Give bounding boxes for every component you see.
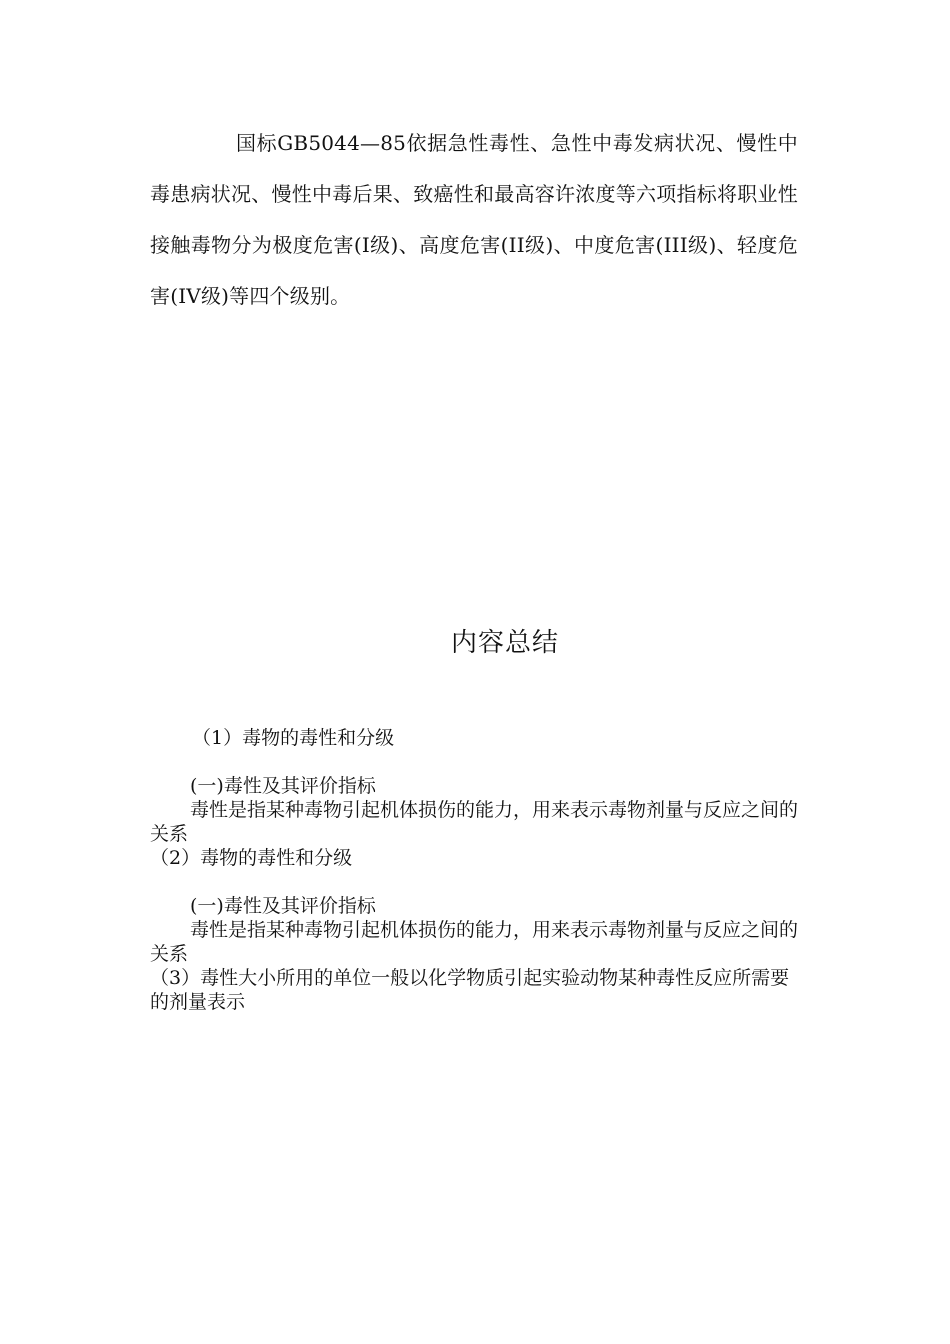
summary-item-2-heading: （2）毒物的毒性和分级 [150, 847, 353, 869]
summary-item-1-subheading: (一)毒性及其评价指标 [190, 775, 376, 797]
summary-section [150, 726, 798, 1014]
blank-line [150, 750, 798, 774]
summary-title: 内容总结 [450, 628, 559, 658]
summary-item-2-subheading: (一)毒性及其评价指标 [190, 895, 376, 917]
summary-item-2-body: 毒性是指某种毒物引起机体损伤的能力，用来表示毒物剂量与反应之间的关系 [150, 919, 799, 965]
summary-item-1-body: 毒性是指某种毒物引起机体损伤的能力，用来表示毒物剂量与反应之间的关系 [150, 799, 799, 845]
summary-item-1-heading: （1）毒物的毒性和分级 [192, 727, 395, 749]
summary-item-3-heading: （3）毒性大小所用的单位一般以化学物质引起实验动物某种毒性反应所需要的剂量表示 [150, 967, 790, 1013]
intro-paragraph: 国标GB5044—85依据急性毒性、急性中毒发病状况、慢性中毒患病状况、慢性中毒后果、致癌性和最高容许浓度等六项指标将职业性接触毒物分为极度危害(I级)、高度危害(II级)、中度危害(III级)、轻度危害(IV级)等四个级别。 [150, 131, 798, 308]
blank-line [150, 870, 798, 894]
